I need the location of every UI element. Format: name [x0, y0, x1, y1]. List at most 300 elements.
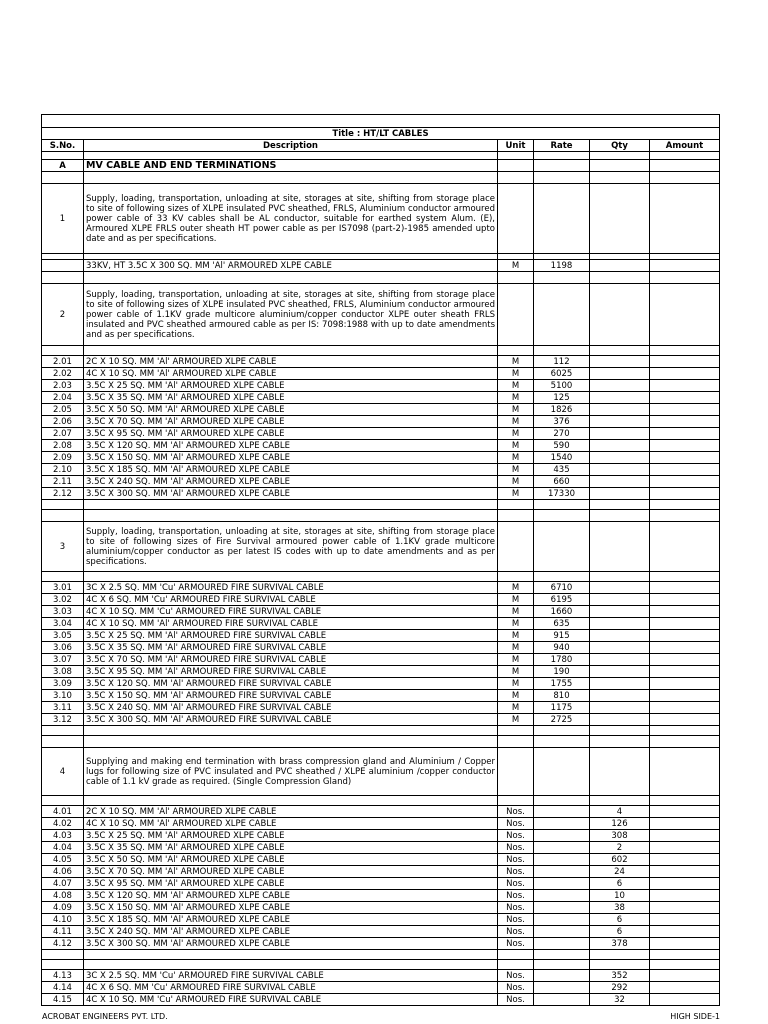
item-amount	[650, 914, 720, 926]
item-number: 4.13	[42, 970, 84, 982]
item-description: 3.5C X 95 SQ. MM 'Al' ARMOURED FIRE SURVIVAL CABLE	[84, 666, 498, 678]
item-number: 4.15	[42, 994, 84, 1006]
item-rate	[534, 818, 590, 830]
item-description: 2C X 10 SQ. MM 'Al' ARMOURED XLPE CABLE	[84, 356, 498, 368]
item-amount	[650, 982, 720, 994]
table-row	[42, 368, 720, 380]
item-unit: Nos.	[498, 926, 534, 938]
table-row	[42, 380, 720, 392]
item-rate: 590	[534, 440, 590, 452]
item-amount	[650, 368, 720, 380]
item-rate: 112	[534, 356, 590, 368]
empty-cell	[498, 184, 534, 254]
table-row	[42, 830, 720, 842]
item-qty: 6	[590, 914, 650, 926]
item-number: 2.11	[42, 476, 84, 488]
item-amount	[650, 594, 720, 606]
item-number: 2.01	[42, 356, 84, 368]
item-number: 2.05	[42, 404, 84, 416]
item-amount	[650, 606, 720, 618]
item-amount	[650, 440, 720, 452]
item-rate: 1540	[534, 452, 590, 464]
item-amount	[650, 380, 720, 392]
item-rate	[534, 970, 590, 982]
table-title: Title : HT/LT CABLES	[42, 128, 720, 140]
item-number: 4.01	[42, 806, 84, 818]
item-number: 3.03	[42, 606, 84, 618]
item-number: 2.04	[42, 392, 84, 404]
item-unit: Nos.	[498, 842, 534, 854]
item-qty: 24	[590, 866, 650, 878]
item-number: 2.07	[42, 428, 84, 440]
item-unit: Nos.	[498, 806, 534, 818]
item-number: 4.05	[42, 854, 84, 866]
item-rate: 2725	[534, 714, 590, 726]
item-amount	[650, 714, 720, 726]
item-description: 3C X 2.5 SQ. MM 'Cu' ARMOURED FIRE SURVIVAL CABLE	[84, 970, 498, 982]
item-description: 3.5C X 120 SQ. MM 'Al' ARMOURED XLPE CABLE	[84, 890, 498, 902]
item-unit: Nos.	[498, 994, 534, 1006]
table-row	[42, 926, 720, 938]
spacer-row	[42, 346, 720, 356]
spacer-row	[42, 796, 720, 806]
item-qty	[590, 488, 650, 500]
header-sno: S.No.	[42, 140, 84, 152]
header-unit: Unit	[498, 140, 534, 152]
section-code: A	[42, 160, 84, 172]
header-rate: Rate	[534, 140, 590, 152]
item-qty	[590, 260, 650, 272]
item-unit: Nos.	[498, 878, 534, 890]
item-rate	[534, 878, 590, 890]
item-description: 4C X 6 SQ. MM 'Cu' ARMOURED FIRE SURVIVAL CABLE	[84, 594, 498, 606]
item-number: 3.12	[42, 714, 84, 726]
item-qty	[590, 654, 650, 666]
item-amount	[650, 642, 720, 654]
item-amount	[650, 618, 720, 630]
item-qty: 126	[590, 818, 650, 830]
table-row	[42, 618, 720, 630]
item-description: 4C X 10 SQ. MM 'Al' ARMOURED XLPE CABLE	[84, 818, 498, 830]
item-number: 3.07	[42, 654, 84, 666]
item-rate	[534, 902, 590, 914]
item-rate	[534, 854, 590, 866]
item-amount	[650, 630, 720, 642]
item-description: 3.5C X 150 SQ. MM 'Al' ARMOURED XLPE CABLE	[84, 902, 498, 914]
item-number: 2.08	[42, 440, 84, 452]
item-amount	[650, 702, 720, 714]
item-amount	[650, 806, 720, 818]
item-amount	[650, 690, 720, 702]
item-description: 4C X 6 SQ. MM 'Cu' ARMOURED FIRE SURVIVAL CABLE	[84, 982, 498, 994]
item-description: 3.5C X 185 SQ. MM 'Al' ARMOURED XLPE CABLE	[84, 464, 498, 476]
item-description: 3.5C X 95 SQ. MM 'Al' ARMOURED XLPE CABLE	[84, 878, 498, 890]
item-number: 3.10	[42, 690, 84, 702]
item-number: 4.10	[42, 914, 84, 926]
item-description: 3.5C X 70 SQ. MM 'Al' ARMOURED FIRE SURVIVAL CABLE	[84, 654, 498, 666]
item-unit: M	[498, 678, 534, 690]
item-description: 3.5C X 35 SQ. MM 'Al' ARMOURED XLPE CABLE	[84, 392, 498, 404]
table-row	[42, 818, 720, 830]
item-group-row	[42, 748, 720, 796]
item-description: 3.5C X 240 SQ. MM 'Al' ARMOURED XLPE CABLE	[84, 926, 498, 938]
table-row	[42, 488, 720, 500]
empty-cell	[590, 284, 650, 346]
item-description: 3.5C X 25 SQ. MM 'Al' ARMOURED XLPE CABLE	[84, 380, 498, 392]
item-unit: M	[498, 368, 534, 380]
item-amount	[650, 488, 720, 500]
item-unit: M	[498, 714, 534, 726]
item-rate: 660	[534, 476, 590, 488]
item-rate	[534, 926, 590, 938]
item-description: 3.5C X 25 SQ. MM 'Al' ARMOURED FIRE SURVIVAL CABLE	[84, 630, 498, 642]
table-row	[42, 260, 720, 272]
item-number: 3.06	[42, 642, 84, 654]
item-rate: 6195	[534, 594, 590, 606]
empty-cell	[534, 748, 590, 796]
item-number: 4.03	[42, 830, 84, 842]
table-row	[42, 806, 720, 818]
empty-cell	[590, 184, 650, 254]
item-unit: M	[498, 380, 534, 392]
item-rate	[534, 938, 590, 950]
item-description: 33KV, HT 3.5C X 300 SQ. MM 'Al' ARMOURED XLPE CABLE	[84, 260, 498, 272]
item-unit: Nos.	[498, 938, 534, 950]
item-unit: M	[498, 452, 534, 464]
item-rate: 810	[534, 690, 590, 702]
empty-cell	[534, 184, 590, 254]
item-qty	[590, 714, 650, 726]
item-description: 3.5C X 70 SQ. MM 'Al' ARMOURED XLPE CABLE	[84, 866, 498, 878]
spacer-row	[42, 172, 720, 184]
item-rate: 190	[534, 666, 590, 678]
item-rate: 1660	[534, 606, 590, 618]
item-rate: 6710	[534, 582, 590, 594]
item-unit: M	[498, 356, 534, 368]
item-description: 3.5C X 300 SQ. MM 'Al' ARMOURED XLPE CABLE	[84, 488, 498, 500]
item-number: 2.03	[42, 380, 84, 392]
item-qty: 2	[590, 842, 650, 854]
item-amount	[650, 842, 720, 854]
item-qty: 292	[590, 982, 650, 994]
table-row	[42, 842, 720, 854]
item-description: Supply, loading, transportation, unloading at site, storages at site, shifting from storage place to site of following sizes of Fire Survival armoured power cable of 1.1KV grade multicore aluminium/copper conductor as per latest IS codes with up to date amendments and as per specifications.	[84, 522, 498, 572]
item-description: 3.5C X 35 SQ. MM 'Al' ARMOURED FIRE SURVIVAL CABLE	[84, 642, 498, 654]
item-rate: 1198	[534, 260, 590, 272]
footer-company: ACROBAT ENGINEERS PVT. LTD.	[42, 1012, 168, 1021]
empty-cell	[590, 522, 650, 572]
table-row	[42, 606, 720, 618]
item-description: 3.5C X 185 SQ. MM 'Al' ARMOURED XLPE CABLE	[84, 914, 498, 926]
item-qty	[590, 678, 650, 690]
spacer-row	[42, 510, 720, 522]
item-qty	[590, 368, 650, 380]
item-number: 4.14	[42, 982, 84, 994]
empty-cell	[498, 284, 534, 346]
item-unit: Nos.	[498, 866, 534, 878]
item-description: 3.5C X 95 SQ. MM 'Al' ARMOURED XLPE CABLE	[84, 428, 498, 440]
footer-sheet: HIGH SIDE-1	[670, 1012, 720, 1021]
item-unit: M	[498, 606, 534, 618]
empty-cell	[534, 284, 590, 346]
item-qty: 308	[590, 830, 650, 842]
item-number: 2.12	[42, 488, 84, 500]
table-row	[42, 654, 720, 666]
spacer-row	[42, 960, 720, 970]
item-qty: 352	[590, 970, 650, 982]
item-unit: M	[498, 416, 534, 428]
table-row	[42, 994, 720, 1006]
item-unit: M	[498, 690, 534, 702]
item-amount	[650, 878, 720, 890]
item-amount	[650, 818, 720, 830]
item-unit: M	[498, 260, 534, 272]
item-amount	[650, 938, 720, 950]
item-qty	[590, 606, 650, 618]
table-row	[42, 428, 720, 440]
item-amount	[650, 994, 720, 1006]
item-unit: Nos.	[498, 902, 534, 914]
item-rate: 635	[534, 618, 590, 630]
item-qty: 6	[590, 878, 650, 890]
item-number: 3	[42, 522, 84, 572]
item-rate: 1175	[534, 702, 590, 714]
item-rate	[534, 806, 590, 818]
item-qty	[590, 582, 650, 594]
spacer-row	[42, 726, 720, 736]
header-description: Description	[84, 140, 498, 152]
table-row	[42, 594, 720, 606]
item-qty	[590, 428, 650, 440]
table-row	[42, 678, 720, 690]
item-rate: 435	[534, 464, 590, 476]
empty-cell	[650, 522, 720, 572]
item-number: 3.05	[42, 630, 84, 642]
table-row	[42, 914, 720, 926]
item-number: 3.02	[42, 594, 84, 606]
item-amount	[650, 428, 720, 440]
item-unit: M	[498, 488, 534, 500]
item-group-row	[42, 522, 720, 572]
item-number: 4.09	[42, 902, 84, 914]
item-description: 3.5C X 240 SQ. MM 'Al' ARMOURED XLPE CABLE	[84, 476, 498, 488]
item-number: 1	[42, 184, 84, 254]
item-qty	[590, 452, 650, 464]
item-description: 3.5C X 25 SQ. MM 'Al' ARMOURED XLPE CABLE	[84, 830, 498, 842]
item-amount	[650, 356, 720, 368]
item-description: 3.5C X 300 SQ. MM 'Al' ARMOURED FIRE SURVIVAL CABLE	[84, 714, 498, 726]
table-row	[42, 464, 720, 476]
item-rate	[534, 994, 590, 1006]
item-unit: M	[498, 630, 534, 642]
item-amount	[650, 854, 720, 866]
item-description: 3.5C X 70 SQ. MM 'Al' ARMOURED XLPE CABLE	[84, 416, 498, 428]
item-amount	[650, 452, 720, 464]
item-amount	[650, 830, 720, 842]
item-rate: 6025	[534, 368, 590, 380]
item-qty	[590, 392, 650, 404]
spacer-row	[42, 736, 720, 748]
table-row	[42, 878, 720, 890]
item-amount	[650, 890, 720, 902]
item-amount	[650, 970, 720, 982]
item-description: 4C X 10 SQ. MM 'Al' ARMOURED FIRE SURVIVAL CABLE	[84, 618, 498, 630]
item-number: 3.08	[42, 666, 84, 678]
item-amount	[650, 926, 720, 938]
item-number: 2	[42, 284, 84, 346]
spacer-row	[42, 500, 720, 510]
item-rate: 915	[534, 630, 590, 642]
item-description: 3.5C X 150 SQ. MM 'Al' ARMOURED FIRE SURVIVAL CABLE	[84, 690, 498, 702]
item-description: 2C X 10 SQ. MM 'Al' ARMOURED XLPE CABLE	[84, 806, 498, 818]
item-qty	[590, 464, 650, 476]
item-number: 4.02	[42, 818, 84, 830]
item-qty: 38	[590, 902, 650, 914]
item-rate: 940	[534, 642, 590, 654]
item-description: 4C X 10 SQ. MM 'Al' ARMOURED XLPE CABLE	[84, 368, 498, 380]
item-amount	[650, 416, 720, 428]
item-amount	[650, 476, 720, 488]
item-number: 2.09	[42, 452, 84, 464]
item-description: 3C X 2.5 SQ. MM 'Cu' ARMOURED FIRE SURVIVAL CABLE	[84, 582, 498, 594]
item-rate	[534, 842, 590, 854]
item-number: 3.11	[42, 702, 84, 714]
item-rate: 125	[534, 392, 590, 404]
spacer-row	[42, 572, 720, 582]
table-row	[42, 452, 720, 464]
item-unit: M	[498, 404, 534, 416]
item-qty	[590, 380, 650, 392]
spacer-row	[42, 950, 720, 960]
table-row	[42, 642, 720, 654]
item-unit: Nos.	[498, 830, 534, 842]
table-row	[42, 690, 720, 702]
item-qty: 10	[590, 890, 650, 902]
item-qty	[590, 404, 650, 416]
table-row	[42, 392, 720, 404]
table-row	[42, 702, 720, 714]
item-number: 4.04	[42, 842, 84, 854]
item-amount	[650, 678, 720, 690]
header-amount: Amount	[650, 140, 720, 152]
item-number: 4.06	[42, 866, 84, 878]
item-amount	[650, 654, 720, 666]
item-unit: Nos.	[498, 914, 534, 926]
item-group-row	[42, 184, 720, 254]
item-number: 3.01	[42, 582, 84, 594]
item-qty	[590, 666, 650, 678]
item-qty	[590, 702, 650, 714]
item-description: 3.5C X 50 SQ. MM 'Al' ARMOURED XLPE CABLE	[84, 854, 498, 866]
item-amount	[650, 392, 720, 404]
item-unit: Nos.	[498, 970, 534, 982]
item-unit: M	[498, 594, 534, 606]
item-qty: 4	[590, 806, 650, 818]
item-amount	[650, 464, 720, 476]
item-qty	[590, 618, 650, 630]
item-unit: M	[498, 476, 534, 488]
item-qty	[590, 440, 650, 452]
item-amount	[650, 666, 720, 678]
item-unit: Nos.	[498, 854, 534, 866]
empty-cell	[650, 284, 720, 346]
item-rate: 5100	[534, 380, 590, 392]
item-unit: M	[498, 582, 534, 594]
empty-cell	[590, 748, 650, 796]
item-rate: 1755	[534, 678, 590, 690]
item-description: 3.5C X 240 SQ. MM 'Al' ARMOURED FIRE SURVIVAL CABLE	[84, 702, 498, 714]
table-row	[42, 404, 720, 416]
table-row	[42, 476, 720, 488]
empty-cell	[650, 184, 720, 254]
item-description: 4C X 10 SQ. MM 'Cu' ARMOURED FIRE SURVIVAL CABLE	[84, 994, 498, 1006]
empty-cell	[498, 748, 534, 796]
item-rate	[534, 866, 590, 878]
item-number: 3.09	[42, 678, 84, 690]
item-number: 4	[42, 748, 84, 796]
empty-cell	[534, 522, 590, 572]
item-qty	[590, 356, 650, 368]
item-number: 4.12	[42, 938, 84, 950]
item-qty: 6	[590, 926, 650, 938]
table-row	[42, 582, 720, 594]
item-description: 3.5C X 300 SQ. MM 'Al' ARMOURED XLPE CABLE	[84, 938, 498, 950]
item-unit: M	[498, 440, 534, 452]
item-amount	[650, 866, 720, 878]
item-number: 2.06	[42, 416, 84, 428]
table-row	[42, 416, 720, 428]
item-description: 3.5C X 120 SQ. MM 'Al' ARMOURED FIRE SURVIVAL CABLE	[84, 678, 498, 690]
item-qty	[590, 416, 650, 428]
item-qty	[590, 594, 650, 606]
item-amount	[650, 582, 720, 594]
table-row	[42, 970, 720, 982]
item-rate	[534, 982, 590, 994]
item-description: Supply, loading, transportation, unloading at site, storages at site, shifting from storage place to site of following sizes of XLPE insulated PVC sheathed, FRLS, Aluminium conductor armoured power cable of 1.1KV grade multicore aluminium/copper conductor XLPE outer sheath FRLS insulated and PVC sheathed armoured cable as per IS: 7098:1988 with up to date amendments and as per specifications.	[84, 284, 498, 346]
item-description: 3.5C X 35 SQ. MM 'Al' ARMOURED XLPE CABLE	[84, 842, 498, 854]
spacer-row	[42, 272, 720, 284]
item-unit: M	[498, 618, 534, 630]
item-number: 2.10	[42, 464, 84, 476]
item-amount	[650, 404, 720, 416]
item-qty	[590, 476, 650, 488]
table-row	[42, 630, 720, 642]
item-number	[42, 260, 84, 272]
item-description: 3.5C X 150 SQ. MM 'Al' ARMOURED XLPE CABLE	[84, 452, 498, 464]
item-unit: M	[498, 428, 534, 440]
item-description: 3.5C X 120 SQ. MM 'Al' ARMOURED XLPE CABLE	[84, 440, 498, 452]
table-row	[42, 890, 720, 902]
item-unit: M	[498, 642, 534, 654]
item-unit: M	[498, 666, 534, 678]
item-unit: M	[498, 392, 534, 404]
item-rate: 17330	[534, 488, 590, 500]
item-rate: 270	[534, 428, 590, 440]
item-rate: 1780	[534, 654, 590, 666]
header-qty: Qty	[590, 140, 650, 152]
item-rate	[534, 830, 590, 842]
table-row	[42, 866, 720, 878]
item-number: 4.08	[42, 890, 84, 902]
item-description: Supply, loading, transportation, unloading at site, storages at site, shifting from storage place to site of following sizes of XLPE insulated PVC sheathed, FRLS, Aluminium conductor armoured power cable of 33 KV cables shall be AL conductor, suitable for earthed system Alum. (E), Armoured XLPE FRLS outer sheath HT power cable as per IS7098 (part-2)-1985 amended upto date and as per specifications.	[84, 184, 498, 254]
section-title: MV CABLE AND END TERMINATIONS	[84, 160, 498, 172]
item-qty: 378	[590, 938, 650, 950]
item-number: 4.07	[42, 878, 84, 890]
item-unit: M	[498, 464, 534, 476]
item-amount	[650, 260, 720, 272]
item-rate	[534, 914, 590, 926]
item-group-row	[42, 284, 720, 346]
